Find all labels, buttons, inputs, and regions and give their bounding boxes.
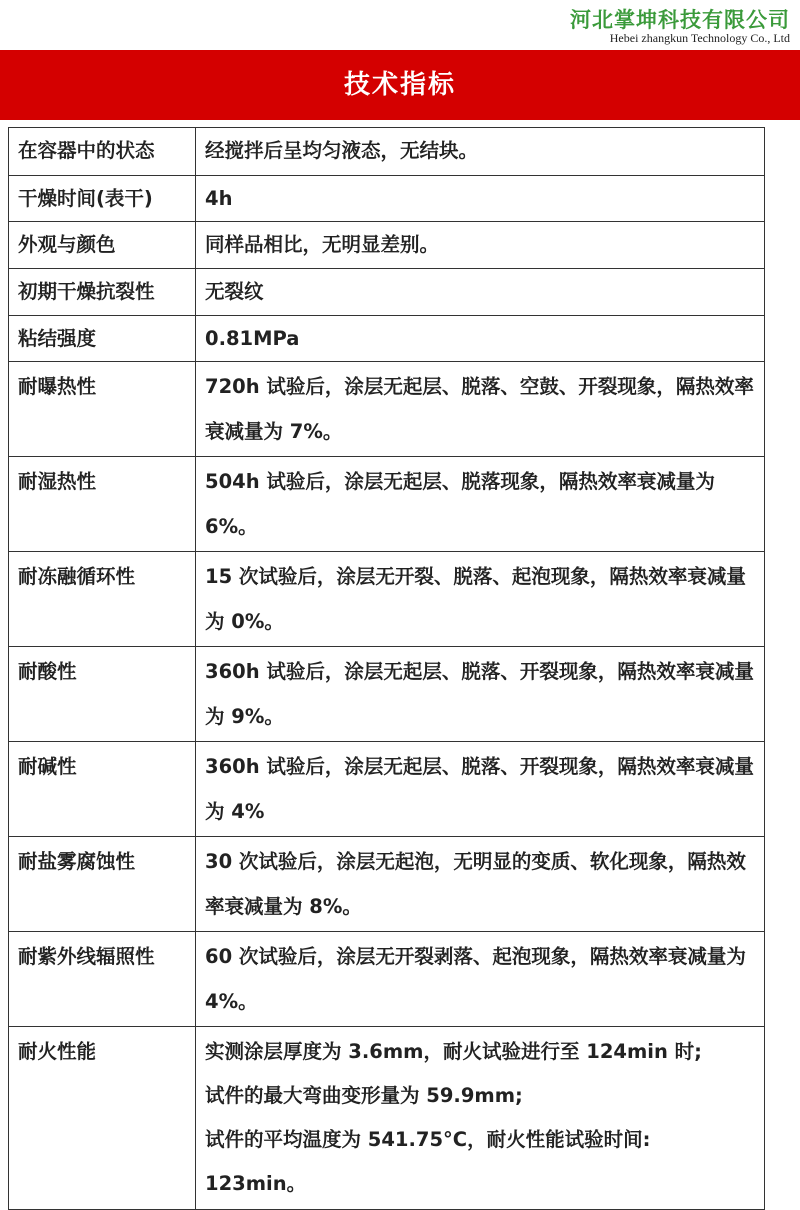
- table-row: [9, 457, 765, 552]
- property-cell: 在容器中的状态: [9, 128, 196, 176]
- table-row: [9, 316, 765, 362]
- fire-test-line: 试件的最大弯曲变形量为 59.9mm;: [205, 1084, 523, 1107]
- spec-table-container: [8, 127, 765, 1210]
- company-name-en: Hebei zhangkun Technology Co., Ltd: [609, 31, 790, 45]
- value-cell: 720h 试验后，涂层无起层、脱落、空鼓、开裂现象，隔热效率衰减量为 7%。: [196, 362, 765, 457]
- spec-table: [8, 127, 765, 1210]
- table-row: [9, 1027, 765, 1210]
- table-row: [9, 647, 765, 742]
- company-name-cn: 河北掌坤科技有限公司: [570, 8, 790, 32]
- table-row: [9, 269, 765, 316]
- value-cell: 经搅拌后呈均匀液态，无结块。: [196, 128, 765, 176]
- property-cell: 耐曝热性: [9, 362, 196, 457]
- property-cell: 耐冻融循环性: [9, 552, 196, 647]
- property-cell: 外观与颜色: [9, 222, 196, 269]
- fire-test-line: 试件的平均温度为 541.75°C，耐火性能试验时间:: [205, 1128, 651, 1151]
- property-cell: 粘结强度: [9, 316, 196, 362]
- table-row: [9, 222, 765, 269]
- table-row: [9, 128, 765, 176]
- value-cell: 60 次试验后，涂层无开裂剥落、起泡现象，隔热效率衰减量为 4%。: [196, 932, 765, 1027]
- value-cell: 同样品相比，无明显差别。: [196, 222, 765, 269]
- section-title: 技术指标: [343, 70, 456, 100]
- fire-test-line: 实测涂层厚度为 3.6mm，耐火试验进行至 124min 时;: [205, 1040, 702, 1063]
- table-row: [9, 742, 765, 837]
- value-cell: 30 次试验后，涂层无起泡，无明显的变质、软化现象，隔热效率衰减量为 8%。: [196, 837, 765, 932]
- company-header: [0, 0, 800, 50]
- table-row: [9, 176, 765, 222]
- table-row: [9, 932, 765, 1027]
- property-cell: 耐碱性: [9, 742, 196, 837]
- value-cell: 15 次试验后，涂层无开裂、脱落、起泡现象，隔热效率衰减量为 0%。: [196, 552, 765, 647]
- property-cell: 耐火性能: [9, 1027, 196, 1210]
- value-cell: [196, 1027, 765, 1210]
- value-cell: 360h 试验后，涂层无起层、脱落、开裂现象，隔热效率衰减量为 9%。: [196, 647, 765, 742]
- table-row: [9, 837, 765, 932]
- property-cell: 耐盐雾腐蚀性: [9, 837, 196, 932]
- table-row: [9, 552, 765, 647]
- value-cell: 无裂纹: [196, 269, 765, 316]
- table-row: [9, 362, 765, 457]
- property-cell: 耐酸性: [9, 647, 196, 742]
- value-cell: 4h: [196, 176, 765, 222]
- value-cell: 360h 试验后，涂层无起层、脱落、开裂现象，隔热效率衰减量为 4%: [196, 742, 765, 837]
- section-title-banner: [0, 50, 800, 120]
- property-cell: 干燥时间(表干): [9, 176, 196, 222]
- value-cell: 0.81MPa: [196, 316, 765, 362]
- property-cell: 耐湿热性: [9, 457, 196, 552]
- fire-test-line: 123min。: [205, 1172, 307, 1195]
- property-cell: 初期干燥抗裂性: [9, 269, 196, 316]
- property-cell: 耐紫外线辐照性: [9, 932, 196, 1027]
- value-cell: 504h 试验后，涂层无起层、脱落现象，隔热效率衰减量为 6%。: [196, 457, 765, 552]
